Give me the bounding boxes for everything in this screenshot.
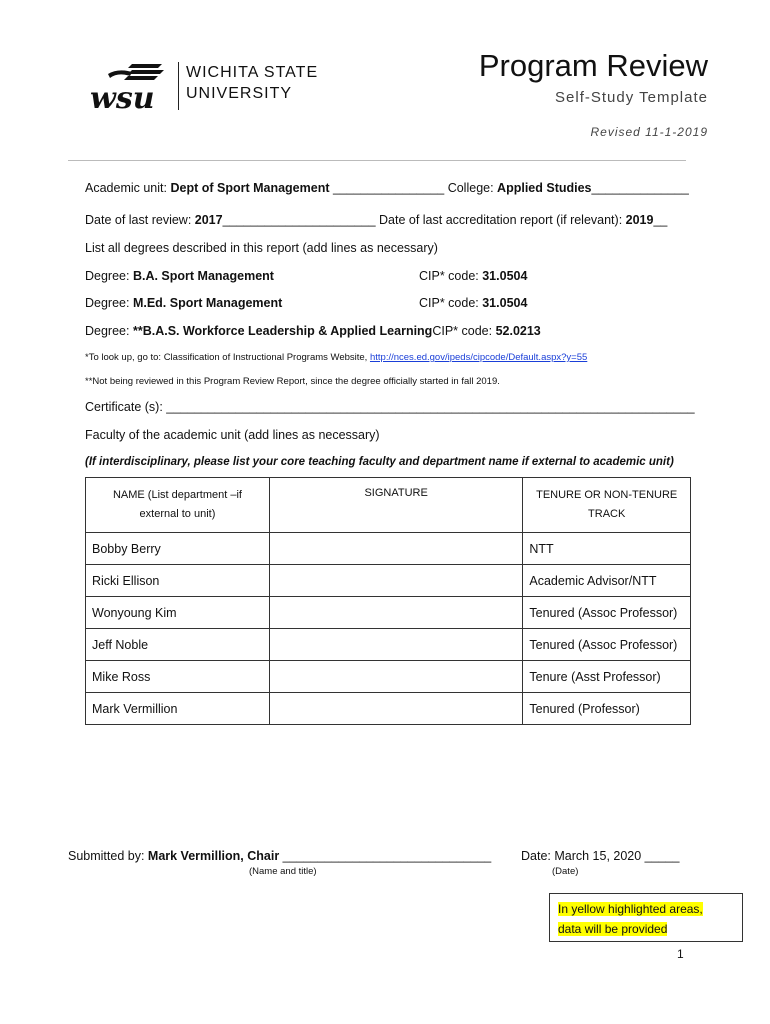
- unit-label: Academic unit:: [85, 181, 171, 195]
- submitted-by-line: [68, 849, 491, 863]
- accreditation-value: 2019: [625, 213, 654, 227]
- not-reviewed-note: **Not being reviewed in this Program Review Report, since the degree officially started in fall 2019.: [85, 376, 500, 387]
- last-review-value: 2017: [194, 213, 223, 227]
- table-row: [86, 629, 691, 661]
- table-row: [86, 661, 691, 693]
- revision-date: Revised 11-1-2019: [590, 125, 708, 139]
- last-review-label: Date of last review:: [85, 213, 195, 227]
- tenure-status: Tenured (Assoc Professor): [523, 629, 691, 661]
- tenure-status: Tenured (Assoc Professor): [523, 597, 691, 629]
- faculty-note: (If interdisciplinary, please list your core teaching faculty and department name if external to academic unit): [85, 456, 674, 468]
- faculty-name: Jeff Noble: [86, 629, 270, 661]
- date-caption: (Date): [552, 866, 579, 877]
- faculty-name: Ricki Ellison: [86, 565, 270, 597]
- cip-value: 31.0504: [482, 296, 528, 310]
- signature-cell[interactable]: [269, 533, 522, 565]
- faculty-intro: Faculty of the academic unit (add lines as necessary): [85, 428, 380, 442]
- tenure-status: Tenure (Asst Professor): [523, 661, 691, 693]
- college-blank: ______________: [591, 181, 689, 195]
- lookup-text: *To look up, go to: Classification of Instructional Programs Website,: [85, 352, 370, 363]
- logo-line1: WICHITA STATE: [186, 64, 319, 81]
- header-tenure: [523, 478, 691, 533]
- name-title-caption: (Name and title): [249, 866, 317, 877]
- header-divider: [68, 160, 686, 161]
- table-row: [86, 565, 691, 597]
- signature-cell[interactable]: [269, 629, 522, 661]
- degree-name: M.Ed. Sport Management: [132, 296, 283, 310]
- highlight-note-box: [549, 893, 743, 942]
- unit-blank: ________________: [329, 181, 448, 195]
- page-number: 1: [677, 947, 684, 961]
- page-title: Program Review: [478, 48, 708, 83]
- header-tenure-line2: TRACK: [588, 508, 626, 520]
- degrees-intro: List all degrees described in this report (add lines as necessary): [85, 241, 438, 255]
- submitted-label: Submitted by:: [68, 849, 148, 863]
- cip-label: CIP* code:: [419, 269, 483, 283]
- faculty-name: Mike Ross: [86, 661, 270, 693]
- signature-cell[interactable]: [269, 661, 522, 693]
- date-line: Date: March 15, 2020 _____: [521, 849, 680, 863]
- header-name-line1: NAME (List department –if: [112, 489, 242, 501]
- page-subtitle: Self-Study Template: [555, 89, 708, 106]
- logo-name: [186, 62, 318, 104]
- degree-label: Degree:: [85, 324, 133, 338]
- cip-label: CIP* code:: [432, 324, 496, 338]
- certificate-line: [85, 400, 695, 414]
- degree-row: [85, 296, 282, 310]
- wheat-shocker-logo-icon: [88, 60, 170, 115]
- degree-prefix: **: [132, 324, 143, 338]
- last-review-blank: ______________________: [222, 213, 376, 227]
- degree-cip: [419, 269, 527, 283]
- submitted-value: Mark Vermillion, Chair: [147, 849, 280, 863]
- header-name-line2: external to unit): [139, 508, 216, 520]
- cip-label: CIP* code:: [419, 296, 483, 310]
- last-review-line: [85, 213, 667, 227]
- submitted-blank: ______________________________: [279, 849, 492, 863]
- table-header-row: [86, 478, 691, 533]
- header-tenure-line1: TENURE OR NON-TENURE: [536, 489, 678, 501]
- degree-row: [85, 269, 274, 283]
- signature-cell[interactable]: [269, 693, 522, 725]
- table-row: [86, 533, 691, 565]
- degree-name: B.A.S. Workforce Leadership & Applied Learning: [142, 324, 433, 338]
- tenure-status: Tenured (Professor): [523, 693, 691, 725]
- header-signature: SIGNATURE: [269, 478, 522, 533]
- academic-unit-line: [85, 181, 689, 195]
- college-value: Applied Studies: [497, 181, 592, 195]
- note-line1: In yellow highlighted areas,: [558, 902, 703, 916]
- logo-line2: UNIVERSITY: [186, 85, 293, 102]
- college-label: College:: [447, 181, 498, 195]
- cip-value: 31.0504: [482, 269, 528, 283]
- cip-value: 52.0213: [495, 324, 541, 338]
- faculty-name: Mark Vermillion: [86, 693, 270, 725]
- tenure-status: NTT: [523, 533, 691, 565]
- cip-lookup-link[interactable]: http://nces.ed.gov/ipeds/cipcode/Default.aspx?y=55: [369, 352, 588, 363]
- faculty-name: Bobby Berry: [86, 533, 270, 565]
- cip-lookup-note: [85, 352, 587, 363]
- faculty-name: Wonyoung Kim: [86, 597, 270, 629]
- logo-mark-text: wsu: [90, 81, 155, 115]
- degree-label: Degree:: [85, 296, 133, 310]
- table-row: [86, 693, 691, 725]
- accreditation-blank: __: [653, 213, 668, 227]
- tenure-status: Academic Advisor/NTT: [523, 565, 691, 597]
- degree-label: Degree:: [85, 269, 133, 283]
- certificate-blank: ____________________________________________________________________________: [166, 400, 695, 414]
- note-line2: data will be provided: [558, 922, 668, 936]
- logo-divider: [178, 62, 179, 110]
- degree-row: [85, 324, 541, 338]
- unit-value: Dept of Sport Management: [170, 181, 330, 195]
- wsu-logo: [88, 60, 328, 115]
- degree-cip: [419, 296, 527, 310]
- certificate-label: Certificate (s):: [85, 400, 167, 414]
- signature-cell[interactable]: [269, 565, 522, 597]
- degree-name: B.A. Sport Management: [132, 269, 274, 283]
- header-name: [86, 478, 270, 533]
- accreditation-label: Date of last accreditation report (if relevant):: [375, 213, 626, 227]
- faculty-table: [85, 477, 691, 725]
- table-row: [86, 597, 691, 629]
- signature-cell[interactable]: [269, 597, 522, 629]
